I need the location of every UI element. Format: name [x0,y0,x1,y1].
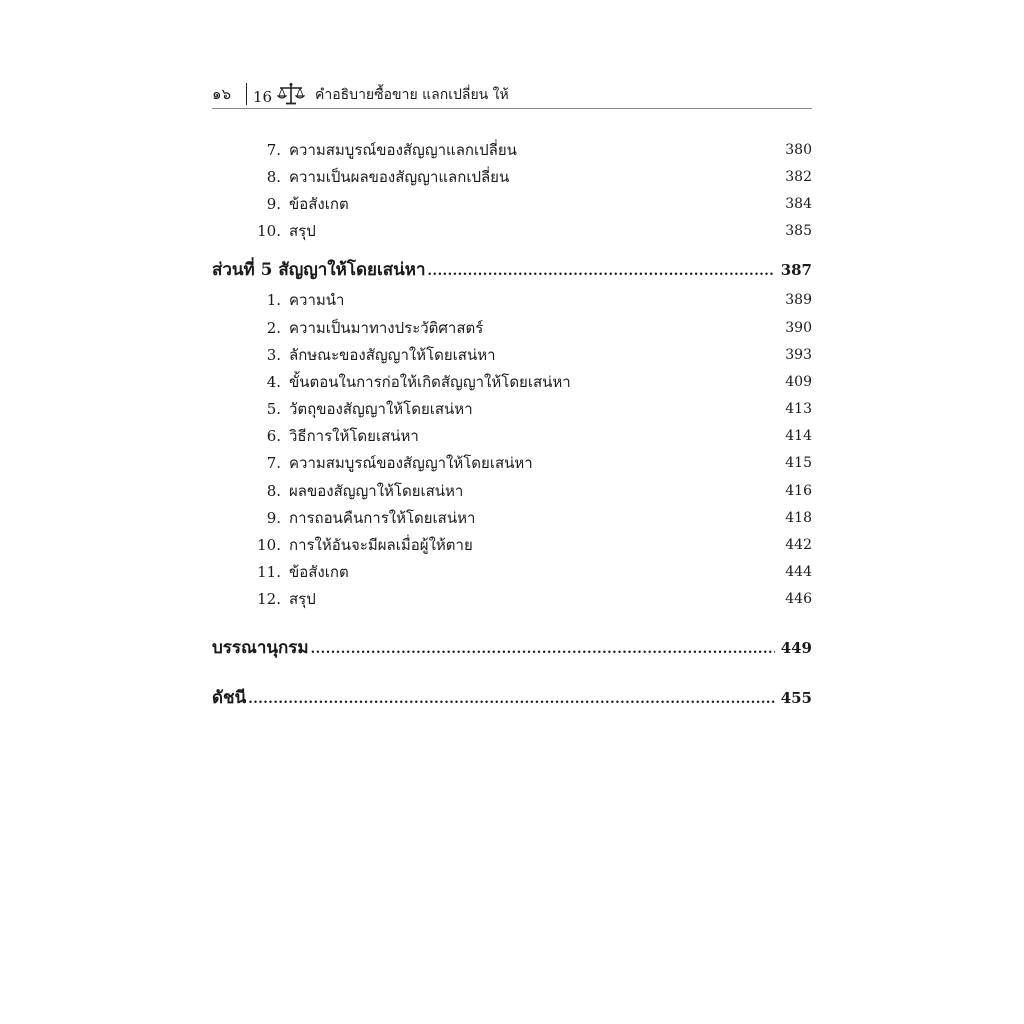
toc-item-label: ความเป็นผลของสัญญาแลกเปลี่ยน [289,167,510,186]
toc-item [212,341,812,368]
toc-item-label: ความสมบูรณ์ของสัญญาให้โดยเสน่หา [289,454,533,473]
toc-item-label: ความเป็นมาทางประวัติศาสตร์ [289,318,484,337]
toc-item [212,368,812,395]
toc-item-number: 9. [266,194,281,213]
toc-item-label: การถอนคืนการให้โดยเสน่หา [289,508,476,527]
toc-bibliography [212,633,812,663]
toc-item-label: ลักษณะของสัญญาให้โดยเสน่หา [289,345,496,364]
page-number-thai: ๑๖ [212,85,232,103]
toc-item-page: 415 [785,455,812,472]
dot-leader [311,635,775,665]
toc-item-page: 390 [785,319,812,336]
dot-leader [428,257,775,287]
toc-item-label: ข้อสังเกต [289,563,349,582]
toc-item [212,450,812,477]
dot-leader [248,685,774,715]
toc-item-number: 7. [266,454,281,473]
toc-item-page: 414 [785,428,812,445]
toc-item-number: 10. [257,536,281,555]
toc-item-label: ข้อสังเกต [289,194,349,213]
toc-index [212,683,812,713]
toc-item-number: 6. [266,427,281,446]
header-title: คำอธิบายซื้อขาย แลกเปลี่ยน ให้ [315,87,509,103]
header-rule [212,108,812,109]
toc-item-label: ขั้นตอนในการก่อให้เกิดสัญญาให้โดยเสน่หา [289,372,571,391]
toc-item [212,423,812,450]
toc-item-label: ความนำ [289,291,345,310]
toc-item [212,477,812,504]
toc-item-number: 11. [257,563,281,582]
toc-item-page: 442 [785,537,812,554]
toc-item-number: 2. [266,318,281,337]
toc-item-label: การให้อันจะมีผลเมื่อผู้ให้ตาย [289,536,473,555]
toc-item-label: สรุป [289,590,316,609]
toc-item-page: 444 [785,564,812,581]
toc-item-label: สรุป [289,222,316,241]
page-number-arabic: 16 [253,88,273,106]
toc-item-label: ผลของสัญญาให้โดยเสน่หา [289,481,464,500]
toc-item-page: 389 [785,292,812,309]
toc-item [212,396,812,423]
toc-item-number: 8. [266,167,281,186]
section-page: 387 [780,260,812,279]
toc-item [212,586,812,613]
toc-item-page: 413 [785,401,812,418]
toc-item-label: วิธีการให้โดยเสน่หา [289,427,419,446]
toc-item-page: 380 [785,141,812,158]
toc-item [212,163,812,190]
toc-item [212,287,812,314]
toc-item [212,136,812,163]
toc-item [212,218,812,245]
toc-item-number: 3. [266,345,281,364]
toc-item-page: 393 [785,346,812,363]
toc-item-page: 382 [785,168,812,185]
section-title: ส่วนที่ 5 สัญญาให้โดยเสน่หา [212,259,426,280]
toc-item [212,314,812,341]
toc-item-number: 9. [266,508,281,527]
toc-item-label: วัตถุของสัญญาให้โดยเสน่หา [289,400,473,419]
toc-item-label: ความสมบูรณ์ของสัญญาแลกเปลี่ยน [289,140,517,159]
running-header [212,80,812,106]
index-page: 455 [780,689,812,707]
toc-item-number: 5. [266,400,281,419]
toc-item-number: 8. [266,481,281,500]
toc-item [212,504,812,531]
bibliography-page: 449 [780,639,812,657]
header-divider [246,83,247,105]
toc-item-number: 12. [257,590,281,609]
toc-section-heading [212,255,812,285]
toc-item-page: 418 [785,509,812,526]
toc-item-number: 10. [257,222,281,241]
table-of-contents [212,136,812,713]
toc-item-page: 409 [785,373,812,390]
toc-item-page: 385 [785,223,812,240]
toc-item-page: 446 [785,591,812,608]
index-label: ดัชนี [212,688,247,708]
toc-item-number: 1. [266,291,281,310]
toc-item-page: 416 [785,482,812,499]
scales-of-justice-icon [277,82,305,106]
toc-item-number: 4. [266,372,281,391]
toc-item [212,531,812,558]
toc-item [212,559,812,586]
toc-item [212,190,812,217]
bibliography-label: บรรณานุกรม [212,638,309,658]
toc-item-number: 7. [266,140,281,159]
toc-item-page: 384 [785,195,812,212]
